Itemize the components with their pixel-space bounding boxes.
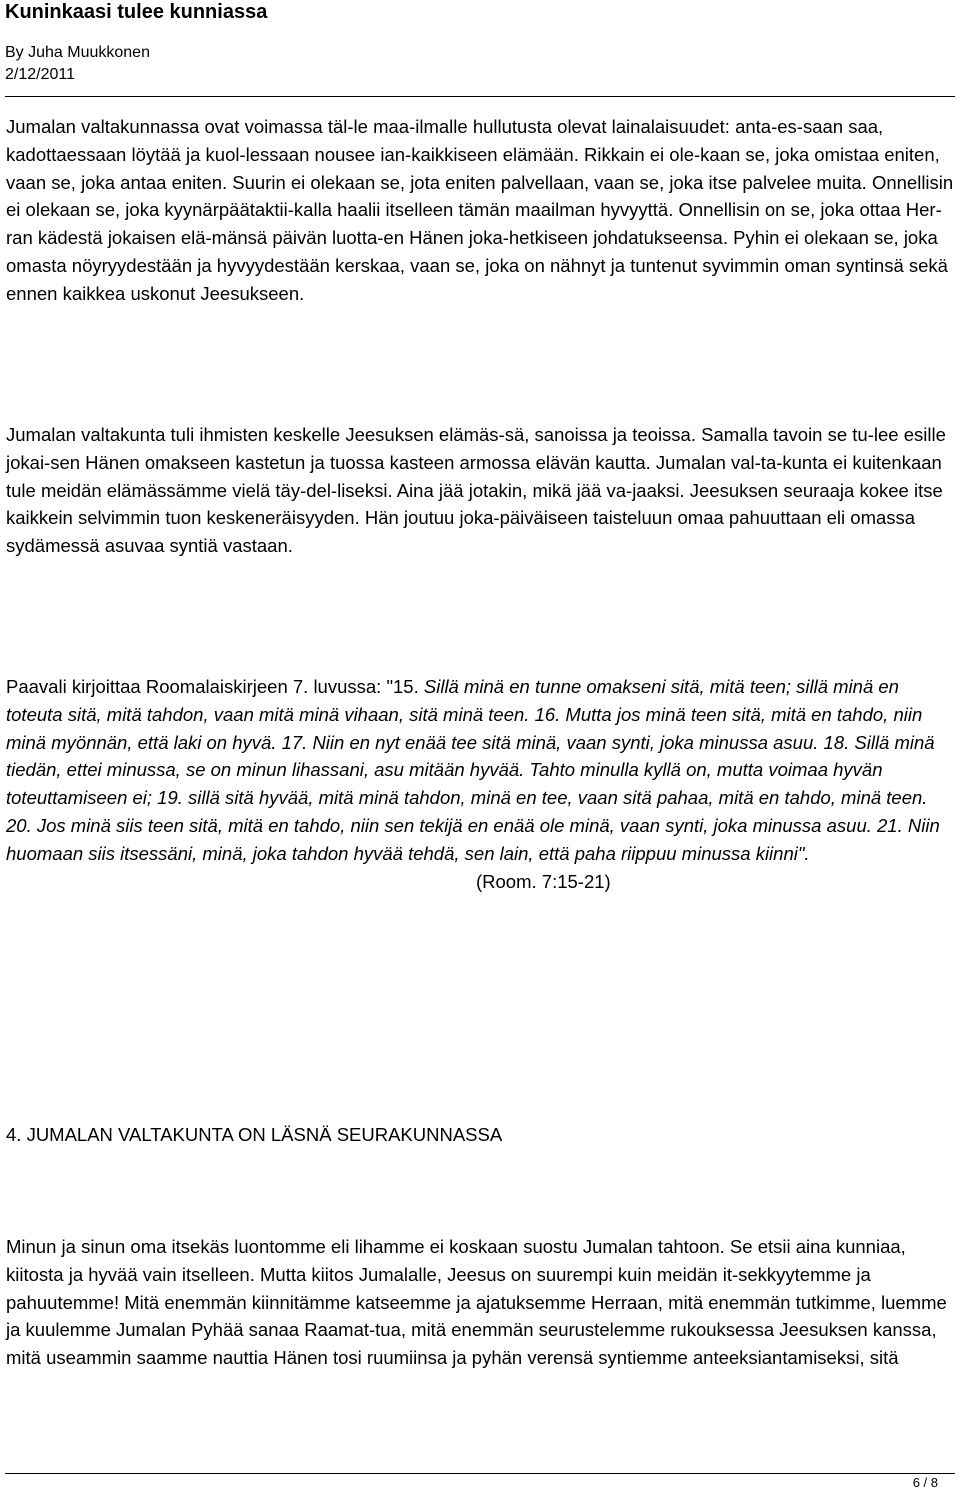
publish-date: 2/12/2011 [5,66,75,83]
bible-reference: (Room. 7:15-21) [476,870,611,892]
author-byline: By Juha Muukkonen [5,44,150,61]
paragraph-3-quote [6,673,956,895]
page-number: 6 / 8 [912,1475,938,1490]
document-title: Kuninkaasi tulee kunniassa [5,1,268,23]
paragraph-4: Minun ja sinun oma itsekäs luontomme eli lihamme ei koskaan suostu Jumalan tahtoon. Se etsii aina kunniaa, kiitosta ja hyvää vain itselleen. Mutta kiitos Jumalalle, Jeesus on suurempi kuin meidän it-sekkyytemme ja pahuutemme! Mitä enemmän kiinnitämme katseemme ja ajatuksemme Herraan, mitä enemmän tutkimme, luemme ja kuulemme Jumalan Pyhää sanaa Raamat-tua, mitä enemmän seurustelemme rukouksessa Jeesuksen kanssa, mitä useammin saamme nauttia Hänen tosi ruumiinsa ja pyhän verensä syntiemme anteeksiantamiseksi, sitä [6,1236,947,1369]
page-header [5,0,955,86]
header-divider [5,96,955,97]
quote-intro: Paavali kirjoittaa Roomalaiskirjeen 7. luvussa: "15. [6,676,424,697]
section-heading: 4. JUMALAN VALTAKUNTA ON LÄSNÄ SEURAKUNNASSA [6,1124,503,1145]
bible-quote: Sillä minä en tunne omakseni sitä, mitä teen; sillä minä en toteuta sitä, mitä tahdon, vaan mitä minä vihaan, sitä minä teen. 16. Mutta jos minä teen sitä, mitä en tahdo, niin minä myönnän, että laki on hyvä. 17. Niin en nyt enää tee sitä minä, vaan synti, joka minussa asuu. 18. Sillä minä tiedän, ettei minussa, se on minun lihassani, asu mitään hyvää. Tahto minulla kyllä on, mutta voimaa hyvän toteuttamiseen ei; 19. sillä sitä hyvää, mitä minä tahdon, minä en tee, vaan sitä pahaa, mitä en tahdo, minä teen. 20. Jos minä siis teen sitä, mitä en tahdo, niin sen tekijä en enää ole minä, vaan synti, joka minussa asuu. 21. Niin huomaan siis itsessäni, minä, joka tahdon hyvää tehdä, sen lain, että paha riippuu minussa kiinni". [6,676,940,864]
paragraph-1: Jumalan valtakunnassa ovat voimassa täl-le maa-ilmalle hullutusta olevat lainalaisuudet: anta-es-saan saa, kadottaessaan löytää ja kuol-lessaan nousee ian-kaikkiseen elämään. Rikkain ei ole-kaan se, joka omistaa eniten, vaan se, joka antaa eniten. Suurin ei olekaan se, jota eniten palvellaan, vaan se, joka itse palvelee muita. Onnellisin ei olekaan se, joka kyynärpäätaktii-kalla haalii itselleen tämän maailman hyvyyttä. Onnellisin on se, joka ottaa Her-ran kädestä jokaisen elä-mänsä päivän luotta-en Hänen joka-hetkiseen johdatukseensa. Pyhin ei olekaan se, joka omasta nöyryydestään ja hyvyydestään kerskaa, vaan se, joka on nähnyt ja tuntenut syvimmin oman syntinsä sekä ennen kaikkea uskonut Jeesukseen. [6,116,954,304]
footer-divider [5,1473,955,1474]
paragraph-2: Jumalan valtakunta tuli ihmisten keskelle Jeesuksen elämäs-sä, sanoissa ja teoissa. Samalla tavoin se tu-lee esille jokai-sen Hänen omakseen kastetun ja tuossa kasteen armossa elävän kautta. Jumalan val-ta-kunta ei kuitenkaan tule meidän elämässämme vielä täy-del-liseksi. Aina jää jotakin, mikä jää va-jaaksi. Jeesuksen seuraaja kokee itse kaikkein selvimmin tuon keskeneräisyyden. Hän joutuu joka-päiväiseen taisteluun omaa pahuuttaan eli omassa sydämessä asuvaa syntiä vastaan. [6,424,946,557]
